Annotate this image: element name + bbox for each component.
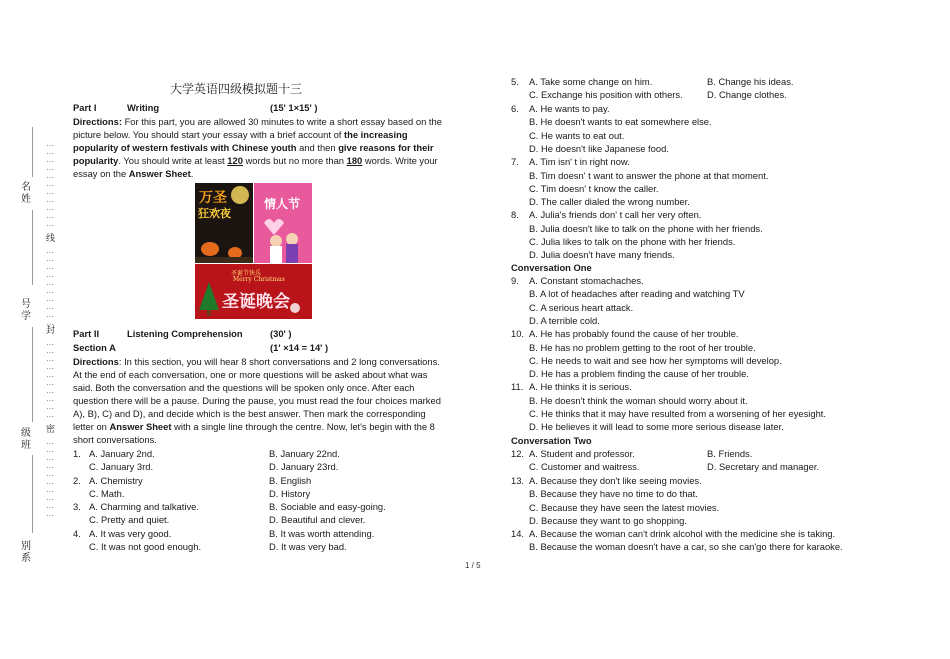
margin-line	[32, 455, 34, 533]
conversation-one-heading: Conversation One	[511, 262, 592, 273]
valentine-picture	[254, 183, 312, 263]
question-number: 5.	[511, 76, 519, 87]
student-id-label: 号学	[21, 299, 31, 322]
option-c: C. Julia likes to talk on the phone with her friends.	[529, 236, 736, 247]
christmas-picture	[195, 264, 312, 319]
listening-directions-line: At the end of each conversation, one or more questions will be asked about what was	[73, 369, 428, 380]
option-a: A. Because they don't like seeing movies.	[529, 475, 702, 486]
option-a: A. Because the woman can't drink alcohol with the medicine she is taking.	[529, 528, 836, 539]
option-b: B. Change his ideas.	[707, 76, 794, 87]
option-d: D. Secretary and manager.	[707, 461, 820, 472]
option-b: B. Julia doesn't like to talk on the phone with her friends.	[529, 222, 763, 234]
option-a: A. Constant stomachaches.	[529, 275, 644, 286]
part1-score: (15' 1×15' )	[270, 102, 318, 113]
option-c: C. A serious heart attack.	[529, 301, 634, 313]
listening-directions-line: Directions: In this section, you will hear 8 short conversations and 2 long conversations.	[73, 356, 440, 367]
dotted-cut-line: … … … … … … … … … …	[46, 338, 54, 419]
margin-line	[32, 127, 34, 177]
dotted-cut-line: … … … … … … … … … … …	[46, 139, 54, 228]
conversation-two-heading: Conversation Two	[511, 435, 592, 446]
dotted-cut-line: … … … … … … … … … …	[46, 437, 54, 518]
option-b: B. English	[269, 474, 312, 486]
margin-line	[32, 210, 34, 285]
option-a: A. Julia's friends don' t call her very often.	[529, 209, 702, 221]
option-d: D. Change clothes.	[707, 89, 787, 100]
question-number: 13.	[511, 475, 525, 486]
option-a: A. January 2nd.	[89, 448, 155, 459]
option-b: B. January 22nd.	[269, 448, 340, 459]
listening-directions-line: said. Both the conversation and the questions will be spoken only once. After each	[73, 382, 415, 393]
option-d: D. He has a problem finding the cause of her trouble.	[529, 368, 749, 380]
part2-score: (30' )	[270, 328, 292, 339]
listening-directions-line: A), B), C) and D), and decide which is the best answer. Then mark the corresponding	[73, 408, 426, 419]
option-d: D. Because they want to go shopping.	[529, 514, 687, 526]
question-number: 7.	[511, 156, 519, 168]
christmas-english-text: Merry Christmas	[233, 276, 285, 283]
option-b: B. Sociable and easy-going.	[269, 501, 386, 512]
option-c: C. Tim doesn' t know the caller.	[529, 182, 659, 194]
halloween-picture	[195, 183, 253, 263]
dotted-cut-line: … … … … … … … … … …	[46, 246, 54, 327]
option-c: C. Pretty and quiet.	[89, 514, 170, 526]
question-number: 6.	[511, 103, 519, 114]
section-a-label: Section A	[73, 342, 116, 353]
option-c: C. Exchange his position with others.	[529, 89, 683, 100]
option-d: D. The caller dialed the wrong number.	[529, 196, 690, 208]
option-a: A. Charming and talkative.	[89, 501, 199, 512]
option-c: C. He needs to wait and see how her symptoms will develop.	[529, 354, 782, 366]
question-number: 3.	[73, 501, 81, 512]
listening-directions-line: letter on Answer Sheet with a single line through the centre. Now, let's begin with the 8	[73, 421, 435, 432]
option-d: D. Julia doesn't have many friends.	[529, 249, 675, 261]
question-number: 2.	[73, 474, 81, 486]
option-b: B. Because the woman doesn't have a car, so she can'go there for karaoke.	[529, 541, 843, 552]
question-number: 9.	[511, 275, 519, 286]
cut-line-mark: 线	[46, 234, 56, 244]
option-d: D. Beautiful and clever.	[269, 514, 366, 526]
name-label: 名姓	[21, 182, 31, 205]
option-d: D. History	[269, 487, 311, 499]
class-label: 级班	[21, 428, 31, 451]
christmas-title: 圣诞晚会	[222, 292, 290, 312]
option-a: A. He thinks it is serious.	[529, 381, 632, 393]
cut-secret-mark: 密	[46, 425, 56, 435]
option-c: C. January 3rd.	[89, 461, 154, 473]
option-b: B. He has no problem getting to the root of her trouble.	[529, 341, 756, 353]
option-b: B. A lot of headaches after reading and watching TV	[529, 288, 745, 300]
option-b: B. It was worth attending.	[269, 527, 375, 539]
department-label: 别系	[21, 541, 31, 564]
option-d: D. It was very bad.	[269, 540, 347, 552]
valentine-title: 情人节	[264, 197, 301, 211]
option-a: A. Student and professor.	[529, 448, 635, 459]
option-a: A. Take some change on him.	[529, 76, 653, 87]
option-a: A. Tim isn' t in right now.	[529, 156, 630, 168]
page-title: 大学英语四级模拟题十三	[170, 82, 303, 96]
writing-directions-line: Directions: For this part, you are allowed 30 minutes to write a short essay based on the	[73, 116, 442, 127]
option-c: C. He thinks that it may have resulted from a worsening of her eyesight.	[529, 408, 827, 419]
option-a: A. It was very good.	[89, 527, 172, 539]
part1-label: Part I	[73, 102, 97, 113]
option-a: A. He wants to pay.	[529, 103, 610, 114]
question-number: 11.	[511, 381, 524, 393]
part2-label: Part II	[73, 328, 100, 339]
option-b: B. Because they have no time to do that.	[529, 488, 698, 500]
option-b: B. He doesn't wants to eat somewhere else.	[529, 116, 712, 128]
option-b: B. Friends.	[707, 448, 753, 459]
part1-name: Writing	[127, 102, 160, 113]
option-c: C. Customer and waitress.	[529, 461, 640, 472]
writing-directions-line: popularity of western festivals with Chinese youth and then give reasons for their	[73, 142, 434, 153]
option-d: D. He believes it will lead to some more serious disease later.	[529, 421, 784, 433]
writing-directions-line: popularity. You should write at least 120 words but no more than 180 words. Write your	[73, 155, 438, 166]
option-c: C. He wants to eat out.	[529, 129, 625, 141]
margin-line	[32, 327, 34, 422]
cut-seal-mark: 封	[46, 326, 56, 336]
question-number: 4.	[73, 527, 81, 539]
option-b: B. He doesn't think the woman should worry about it.	[529, 394, 748, 406]
option-d: D. January 23rd.	[269, 461, 339, 473]
page-number: 1 / 5	[465, 561, 481, 570]
section-a-score: (1' ×14 = 14' )	[270, 342, 329, 353]
question-number: 12.	[511, 448, 525, 459]
listening-directions-line: question there will be a pause. During the pause, you must read the four choices marked	[73, 395, 441, 406]
option-c: C. Because they have seen the latest movies.	[529, 501, 720, 513]
part2-name: Listening Comprehension	[127, 328, 243, 339]
option-d: D. A terrible cold.	[529, 314, 600, 326]
question-number: 10.	[511, 328, 525, 340]
option-a: A. Chemistry	[89, 474, 143, 486]
option-c: C. Math.	[89, 487, 125, 499]
question-number: 14.	[511, 528, 525, 539]
listening-directions-line: short conversations.	[73, 434, 157, 445]
option-d: D. He doesn't like Japanese food.	[529, 142, 669, 154]
question-number: 1.	[73, 448, 81, 459]
writing-directions-line: essay on the Answer Sheet.	[73, 168, 194, 179]
option-a: A. He has probably found the cause of her trouble.	[529, 328, 739, 340]
option-b: B. Tim doesn' t want to answer the phone at that moment.	[529, 169, 769, 181]
option-c: C. It was not good enough.	[89, 540, 202, 552]
halloween-title: 万圣	[199, 190, 227, 206]
question-number: 8.	[511, 209, 519, 221]
writing-directions-line: picture below. You should start your essay with a brief account of the increasing	[73, 129, 408, 140]
halloween-subtitle: 狂欢夜	[198, 207, 231, 220]
christmas-small-text: 圣诞节快乐	[231, 270, 262, 277]
